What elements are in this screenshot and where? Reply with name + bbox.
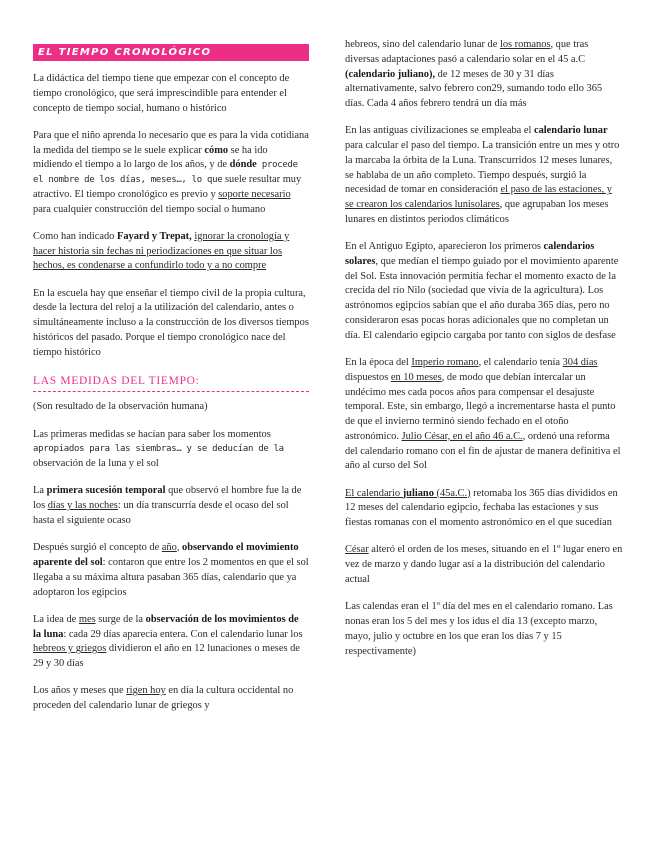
text: Como han indicado — [33, 230, 117, 242]
text: alteró el orden de los meses, situando en el 1º lugar enero en vez de marzo y dando lugar así a la distribución del calendario actual — [345, 544, 623, 585]
text: : contaron que entre los 2 momentos en que el sol llegaba a su máxima altura pasaban 365 días, calendario que ya adoptaron los egipcios — [33, 556, 309, 598]
paragraph-juliano — [345, 487, 623, 531]
text: : un día transcurría desde el ocaso del sol hasta el siguiente ocaso — [33, 500, 289, 526]
bold-text: observación de los movimientos de la luna — [33, 613, 299, 640]
text: , el calendario tenía — [478, 357, 563, 369]
underlined-text: mes — [78, 613, 96, 625]
bold-text: calendario lunar — [533, 125, 608, 137]
underlined-text: (45a.C.) — [433, 487, 471, 499]
text: retomaba los 365 días divididos en 12 meses del calendario egipcio, fechaba las estaciones y sus fiestas romanas con el momento astronómico en el que sucedían — [345, 487, 618, 529]
left-column — [33, 44, 309, 726]
underlined-text: Imperio romano — [411, 357, 479, 369]
text: dividieron el año en 12 lunaciones o meses de 29 y 30 días — [33, 643, 300, 670]
paragraph-calendas — [345, 600, 623, 659]
underlined-text: El calendario — [345, 487, 403, 499]
paragraph-medida — [33, 129, 309, 218]
text: En la escuela hay que enseñar el tiempo civil de la propia cultura, desde la lectura del reloj a la utilización del calendario, antes o simultáneamente incluso a la construcción de los diversos tiempos históricos del pasado. Porque el tiempo cronológico nace del tiempo histórico — [33, 287, 309, 358]
text: En el Antiguo Egipto, aparecieron los primeros — [345, 241, 544, 253]
bold-text: primera sucesión temporal — [46, 485, 166, 497]
paragraph-cesar — [345, 543, 623, 587]
text: En las antiguas civilizaciones se empleaba el — [345, 125, 534, 137]
paragraph-intro — [33, 72, 309, 116]
text: suele resultar muy atractivo. El tiempo cronológico es previo y — [33, 174, 302, 200]
text: se ha ido midiendo el tiempo a lo largo de los años, y de — [33, 144, 268, 171]
text: Para que el niño aprenda lo necesario que es para la vida cotidiana la medida del tiempo se le suele explicar — [33, 129, 309, 156]
handwritten-text: procede el nombre de los días, meses…, lo que — [33, 160, 298, 186]
text: , que agrupaban los meses lunares en distintos periodos climáticos — [345, 199, 609, 225]
text: de 12 meses de 30 y 31 días alternativamente, salvo febrero con29, sumando todo ello 365 días. Cada 4 años febrero tendrá un día más — [345, 68, 603, 110]
text: : cada 29 días aparecía entera. Con el calendario lunar los — [63, 628, 303, 640]
text: para calcular el paso del tiempo. La transición entre un mes y otro la marcaba la órbita de la Luna. Transcurridos 12 meses lunares, se hablaba de un año completo. Tiempo después, surgió la necesidad de tomar en consideración — [345, 140, 620, 196]
text: surge de la — [95, 613, 146, 625]
underlined-text: año — [161, 542, 177, 554]
paragraph-occidental — [33, 684, 309, 714]
text: (Son resultado de la observación humana) — [33, 401, 208, 413]
text: , que medían el tiempo guiado por el movimiento aparente del Sol. Esta innovación permitía fechar el momento exacto de la crecida del río Nilo (sociedad que vivía de la agricultura). Los astrónomos egipcios sabían que el año duraba 365 días, pero no consideraron esas pocas horas adicionales que no completan un día. El calendario egipcio cargaba por tanto con siglos de desfase — [345, 255, 619, 341]
underlined-text: rigen hoy — [126, 685, 166, 697]
text: La idea de — [33, 613, 79, 625]
underlined-text: ignorar la cronología y hacer historia sin fechas ni periodizaciones en que situar los hechos, es condenarse a confundirlo todo y a no compre — [33, 230, 290, 272]
text: , que tras diversas adaptaciones pasó a calendario solar en el 45 a.C — [345, 39, 589, 65]
bold-text: observando el movimiento aparente del sol — [33, 542, 299, 568]
underlined-text: César — [345, 544, 369, 556]
section-title-banner: EL TIEMPO CRONOLÓGICO — [33, 44, 309, 61]
bold-text: (calendario juliano), — [345, 68, 436, 80]
text: Después surgió el concepto de — [33, 542, 162, 554]
paragraph-lunar — [345, 124, 623, 227]
bold-text: dónde — [229, 159, 257, 171]
bold-text: cómo — [204, 144, 229, 156]
paragraph-egipto — [345, 240, 623, 343]
text: Las primeras medidas se hacían para saber los momentos — [33, 428, 271, 440]
paragraph-observacion — [33, 400, 309, 415]
paragraph-anio — [33, 541, 309, 600]
text: dispuestos — [345, 371, 391, 383]
text: Las calendas eran el 1º día del mes en el calendario romano. Las nonas eran los 5 del mes y los idus el día 13 (excepto marzo, mayo, julio y octubre en los que eran los días 7 y 15 respectivamente) — [345, 601, 613, 657]
text: La didáctica del tiempo tiene que empezar con el concepto de tiempo cronológico, que será imprescindible para entender el concepto de tiempo social, humano o histórico — [33, 73, 290, 114]
paragraph-romanos — [345, 38, 623, 112]
paragraph-mes — [33, 613, 309, 672]
text: observación de la luna y el sol — [33, 458, 159, 470]
text: , ordenó una reforma del calendario romano con el fin de ajustar de manera definitiva el año al curso del Sol — [345, 430, 621, 472]
paragraph-sucesion — [33, 484, 309, 528]
paragraph-imperio-romano — [345, 356, 623, 474]
bold-text: juliano — [402, 487, 434, 499]
section-heading-medidas: LAS MEDIDAS DEL TIEMPO: — [33, 373, 309, 392]
text: La — [33, 485, 47, 497]
bold-text: calendarios solares — [345, 241, 595, 267]
underlined-text: en 10 meses — [390, 371, 442, 383]
underlined-text: 304 días — [562, 357, 598, 369]
bold-text: Fayard y Trepat, — [116, 230, 192, 242]
underlined-text: días y las noches — [47, 500, 118, 512]
right-column — [345, 38, 623, 672]
underlined-text: hebreos y griegos — [33, 643, 107, 655]
paragraph-escuela — [33, 287, 309, 361]
underlined-text: Julio César, en el año 46 a.C. — [401, 430, 523, 442]
paragraph-fayard — [33, 230, 309, 274]
text: En la época del — [345, 357, 412, 369]
text: que observó el hombre fue la de los — [33, 485, 302, 512]
text: en día la cultura occidental no proceden del calendario lunar de griegos y — [33, 685, 294, 712]
text: , de modo que debían intercalar un undécimo mes cada pocos años para compensar el desajuste temporal. Este, sin embargo, llegó a incrementarse hasta el punto de que el invierno terminó siendo fechado en el otoño astronómico. — [345, 371, 616, 442]
text: , — [176, 542, 183, 554]
paragraph-primeras-medidas — [33, 428, 309, 472]
underlined-text: los romanos — [499, 39, 551, 50]
underlined-text: el paso de las estaciones, y se crearon los calendarios lunisolares — [345, 184, 612, 211]
text: Los años y meses que — [33, 685, 127, 697]
text: para cualquier construcción del tiempo social o humano — [33, 203, 266, 215]
underlined-text: soporte necesario — [218, 188, 291, 200]
text: hebreos, sino del calendario lunar de — [345, 39, 500, 50]
handwritten-text: apropiados para las siembras… y se deducían de la — [33, 444, 284, 455]
